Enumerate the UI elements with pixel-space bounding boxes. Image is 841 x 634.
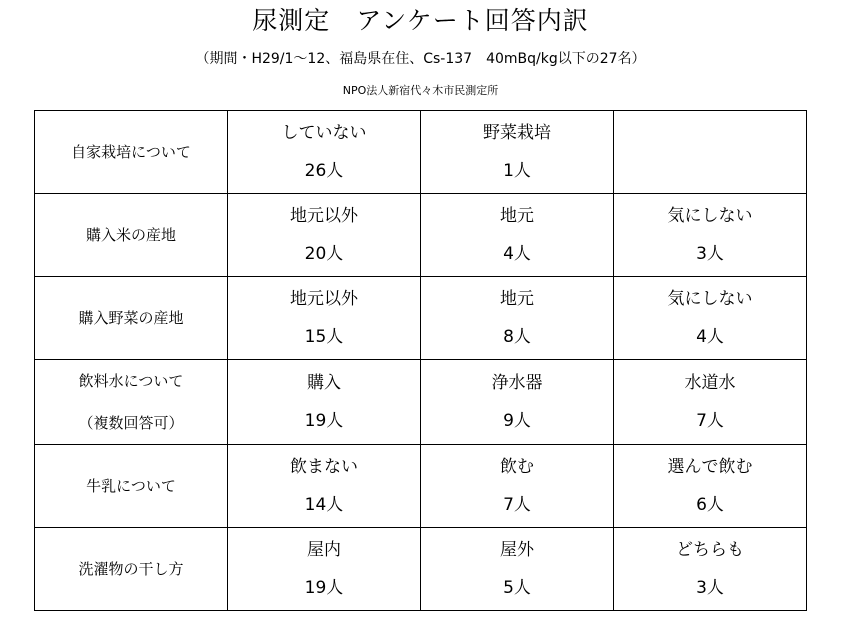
table-row xyxy=(35,360,807,445)
option-count: 3人 xyxy=(696,244,724,264)
option-count: 8人 xyxy=(503,327,531,347)
option-cell xyxy=(228,194,421,277)
option-cell xyxy=(421,360,614,445)
option-count: 9人 xyxy=(503,411,531,431)
option-label: 飲まない xyxy=(290,457,358,477)
question-cell xyxy=(35,111,228,194)
question-label: 自家栽培について xyxy=(71,143,191,161)
option-count: 20人 xyxy=(304,244,344,264)
option-count: 6人 xyxy=(696,495,724,515)
question-cell xyxy=(35,277,228,360)
option-label: 地元以外 xyxy=(290,289,358,309)
option-label: 気にしない xyxy=(667,289,753,309)
option-label: 選んで飲む xyxy=(667,457,753,477)
option-cell xyxy=(228,111,421,194)
option-label: 地元以外 xyxy=(290,206,358,226)
option-cell xyxy=(421,277,614,360)
organization-name: NPO法人新宿代々木市民測定所 xyxy=(342,84,499,97)
table-row xyxy=(35,194,807,277)
option-label: 野菜栽培 xyxy=(483,123,551,143)
option-label: 気にしない xyxy=(667,206,753,226)
option-cell xyxy=(614,445,807,528)
option-count: 15人 xyxy=(304,327,344,347)
option-cell xyxy=(614,528,807,611)
option-label: 屋内 xyxy=(307,540,341,560)
option-cell xyxy=(421,111,614,194)
page-title: 尿測定 アンケート回答内訳 xyxy=(252,6,589,35)
table-row xyxy=(35,528,807,611)
option-count: 5人 xyxy=(503,578,531,598)
option-label: 飲む xyxy=(500,457,534,477)
question-label: 購入米の産地 xyxy=(85,226,176,244)
option-cell xyxy=(228,360,421,445)
option-cell xyxy=(614,194,807,277)
option-count: 26人 xyxy=(304,161,344,181)
option-label: 地元 xyxy=(500,289,534,309)
option-label: 購入 xyxy=(307,373,341,393)
option-count: 4人 xyxy=(503,244,531,264)
option-label xyxy=(614,133,806,171)
option-count: 7人 xyxy=(503,495,531,515)
option-count: 3人 xyxy=(696,578,724,598)
option-count: 7人 xyxy=(696,411,724,431)
option-cell-empty xyxy=(614,111,807,194)
option-count: 19人 xyxy=(304,578,344,598)
option-cell xyxy=(614,360,807,445)
option-count: 19人 xyxy=(304,411,344,431)
question-cell xyxy=(35,194,228,277)
option-cell xyxy=(421,528,614,611)
option-cell xyxy=(421,445,614,528)
table-row xyxy=(35,277,807,360)
option-cell xyxy=(228,445,421,528)
question-label: 飲料水について xyxy=(78,372,184,390)
table-row xyxy=(35,445,807,528)
question-label: 牛乳について xyxy=(86,477,176,495)
option-cell xyxy=(228,277,421,360)
option-label: 屋外 xyxy=(500,540,534,560)
option-label: 地元 xyxy=(500,206,534,226)
option-label: どちらも xyxy=(676,540,744,560)
option-label: 浄水器 xyxy=(491,373,543,393)
option-count: 4人 xyxy=(696,327,724,347)
option-cell xyxy=(228,528,421,611)
table-row xyxy=(35,111,807,194)
page-subtitle: （期間・H29/1～12、福島県在住、Cs-137 40mBq/kg以下の27名） xyxy=(195,51,646,67)
question-label: 洗濯物の干し方 xyxy=(78,560,184,578)
option-count: 1人 xyxy=(503,161,531,181)
option-label: していない xyxy=(281,123,367,143)
question-cell xyxy=(35,360,228,445)
survey-table xyxy=(34,110,807,611)
question-note: （複数回答可） xyxy=(78,414,184,432)
option-cell xyxy=(614,277,807,360)
option-cell xyxy=(421,194,614,277)
question-cell xyxy=(35,528,228,611)
option-label: 水道水 xyxy=(684,373,736,393)
option-count: 14人 xyxy=(304,495,344,515)
question-label: 購入野菜の産地 xyxy=(78,309,184,327)
question-cell xyxy=(35,445,228,528)
